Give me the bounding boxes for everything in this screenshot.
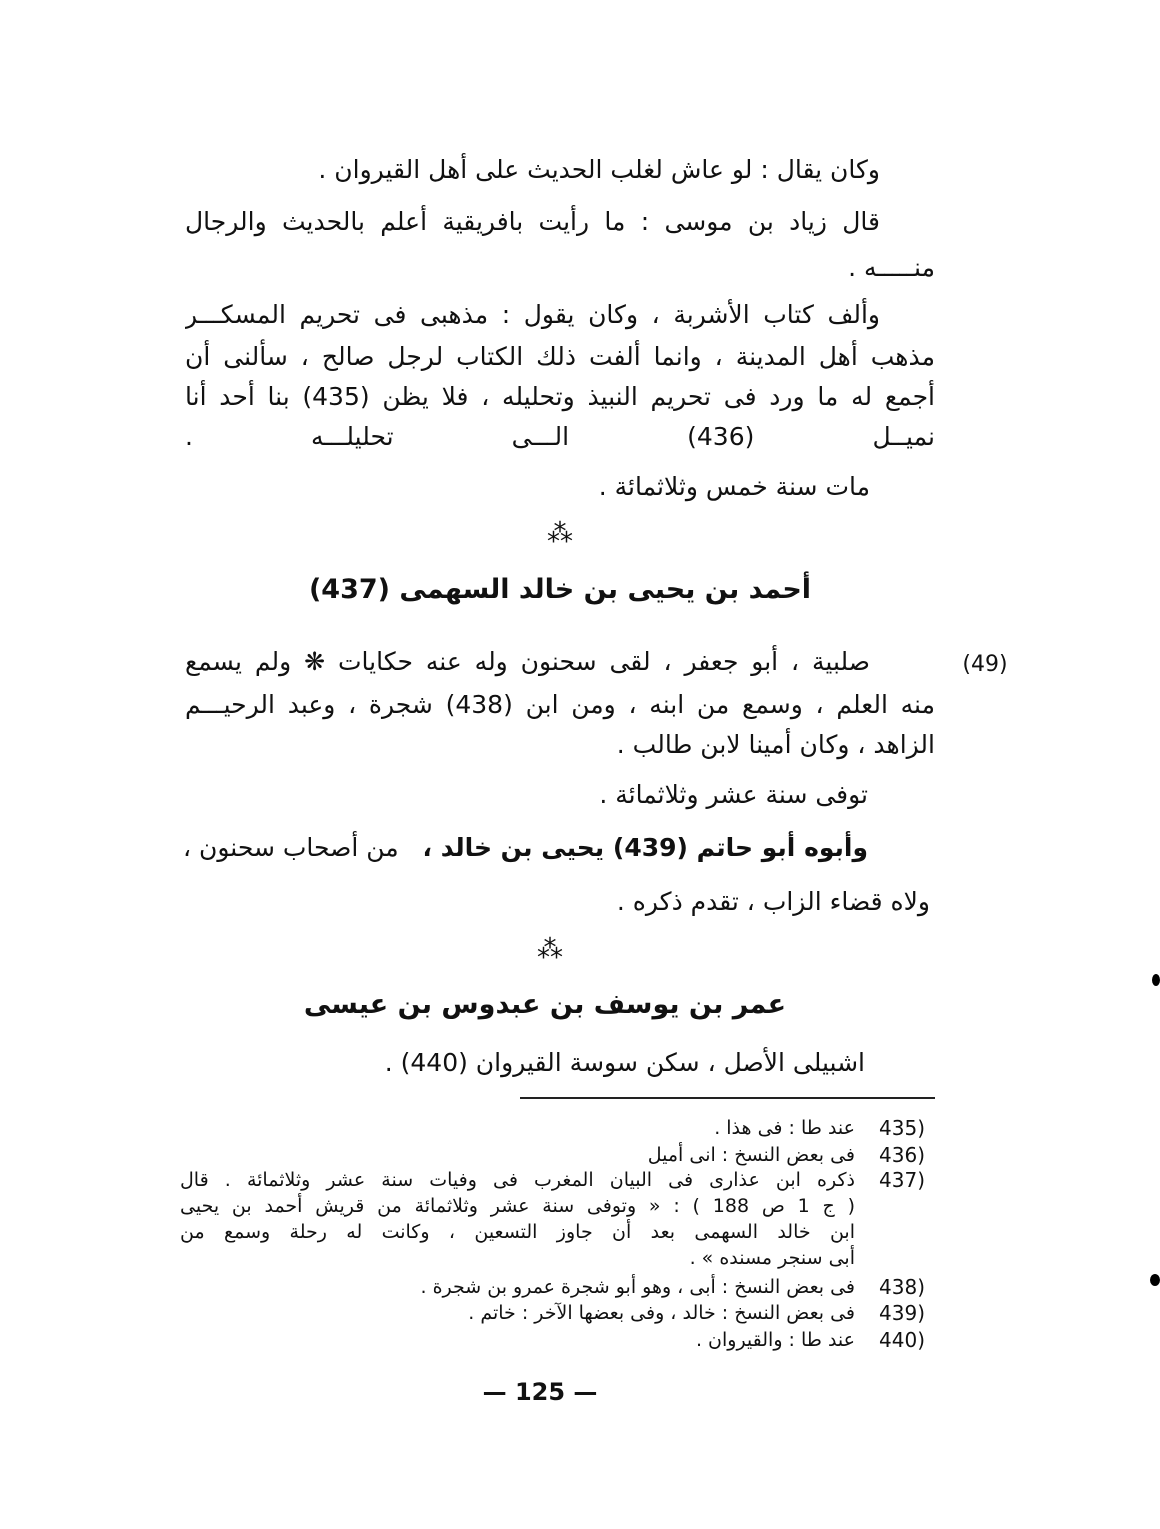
entry-heading: عمر بن يوسف بن عبدوس بن عيسى	[303, 989, 787, 1020]
father-description: من أصحاب سحنون ،	[183, 833, 399, 862]
text-line: أجمع له ما ورد فى تحريم النبيذ وتحليله ، فلا يظن (435) بنا أحد أنا	[185, 382, 935, 411]
footnote-text: فى بعض النسخ : انى أميل	[647, 1144, 855, 1166]
section-separator: ⁂	[537, 935, 563, 965]
text-line	[183, 828, 868, 868]
footnote-rule	[520, 1097, 935, 1099]
text-line: توفى سنة عشر وثلاثمائة .	[599, 780, 868, 809]
footnote-text: ( ج 1 ص 188 ) : « وتوفى سنة عشر وثلاثمائة من قريش أحمد بن يحيى	[180, 1195, 855, 1217]
footnote-number: 439)	[879, 1301, 925, 1325]
scan-mark	[1152, 974, 1160, 986]
text-line: مذهب أهل المدينة ، وانما ألفت ذلك الكتاب لرجل صالح ، سألنى أن	[185, 342, 935, 371]
footnote-number: 440)	[879, 1328, 925, 1352]
page-number: — 125 —	[482, 1378, 598, 1406]
footnote-number: 438)	[879, 1275, 925, 1299]
text-line: صلبية ، أبو جعفر ، لقى سحنون وله عنه حكايات ❋ ولم يسمع	[185, 647, 870, 676]
text-line: ولاه قضاء الزاب ، تقدم ذكره .	[616, 887, 930, 916]
footnote-number: 435)	[879, 1116, 925, 1140]
text-line: نميــل (436) الـــى تحليلـــه .	[185, 422, 935, 451]
text-line: منـــــه .	[848, 253, 935, 282]
footnote-text: فى بعض النسخ : خالد ، وفى بعضها الآخر : خاتم .	[468, 1302, 855, 1324]
section-separator: ⁂	[547, 519, 573, 549]
footnote-text: عند طا : فى هذا .	[714, 1117, 855, 1139]
text-line: الزاهد ، وكان أمينا لابن طالب .	[616, 730, 935, 759]
footnote-text: فى بعض النسخ : أبى ، وهو أبو شجرة عمرو بن شجرة .	[420, 1276, 855, 1298]
scan-mark	[1150, 1274, 1160, 1286]
text-line: اشبيلى الأصل ، سكن سوسة القيروان (440) .	[384, 1048, 865, 1077]
text-line: مات سنة خمس وثلاثمائة .	[598, 472, 870, 501]
text-line: وكان يقال : لو عاش لغلب الحديث على أهل القيروان .	[318, 155, 880, 184]
text-line: منه العلم ، وسمع من ابنه ، ومن ابن (438) شجرة ، وعبد الرحيـــم	[185, 690, 935, 719]
footnote-text: ذكره ابن عذارى فى البيان المغرب فى وفيات سنة عشر وثلاثمائة . قال	[180, 1169, 855, 1191]
text-line: وألف كتاب الأشربة ، وكان يقول : مذهبى فى تحريم المسكـــر	[185, 300, 880, 329]
footnote-text: ابن خالد السهمى بعد أن جاوز التسعين ، وكانت له رحلة وسمع من	[180, 1221, 855, 1243]
entry-heading: أحمد بن يحيى بن خالد السهمى (437)	[308, 574, 812, 605]
text-line: قال زياد بن موسى : ما رأيت بافريقية أعلم بالحديث والرجال	[185, 207, 880, 236]
footnote-text: عند طا : والقيروان .	[695, 1329, 855, 1351]
footnote-text: أبى سنجر مسنده » .	[689, 1247, 855, 1269]
margin-number: (49)	[962, 652, 1008, 677]
footnote-number: 436)	[879, 1143, 925, 1167]
footnote-number: 437)	[879, 1168, 925, 1192]
father-name-bold: وأبوه أبو حاتم (439) يحيى بن خالد ،	[422, 833, 868, 862]
